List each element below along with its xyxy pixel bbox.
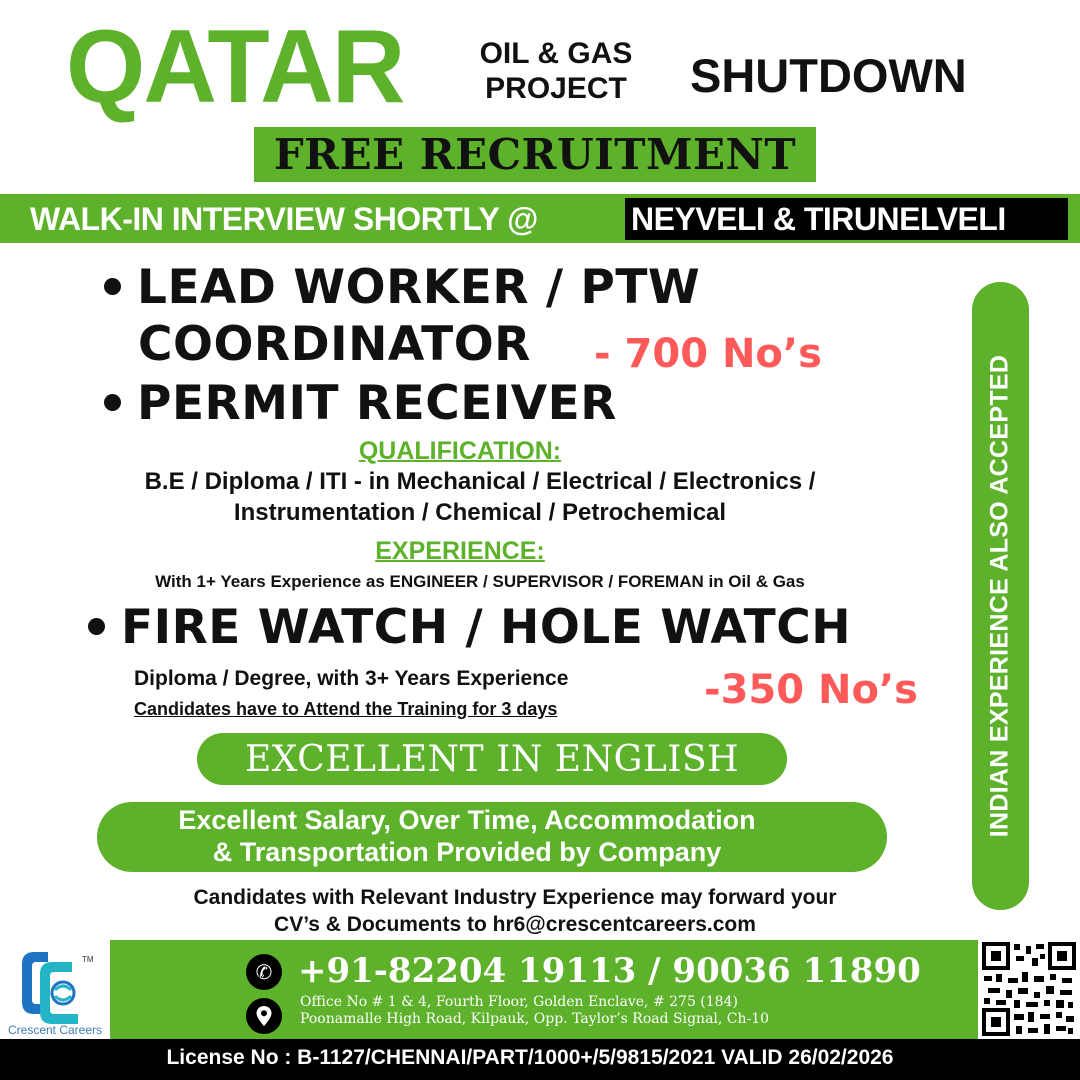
benefits-text	[97, 804, 837, 868]
side-banner-text: INDIAN EXPERIENCE ALSO ACCEPTED	[985, 354, 1014, 838]
job-title: FIRE WATCH / HOLE WATCH	[121, 600, 852, 655]
location-pin-icon	[246, 998, 282, 1034]
bullet-icon	[88, 618, 105, 635]
address-line-1: Office No # 1 & 4, Fourth Floor, Golden Enclave, # 275 (184)	[300, 994, 738, 1010]
job-title: PERMIT RECEIVER	[137, 376, 617, 431]
crescent-logo-icon	[0, 940, 110, 1039]
phone-icon: ✆	[246, 954, 282, 990]
benefits-line-2: & Transportation Provided by Company	[212, 837, 722, 867]
license-number: License No : B-1127/CHENNAI/PART/1000+/5/9815/2021 VALID 26/02/2026	[166, 1046, 894, 1069]
walkin-locations: NEYVELI & TIRUNELVELI	[625, 198, 1068, 240]
qr-code-icon	[978, 940, 1080, 1039]
fire-watch-requirement: Diploma / Degree, with 3+ Years Experience	[134, 667, 569, 690]
logo-name: Crescent Careers	[7, 1023, 103, 1037]
company-logo	[0, 940, 110, 1039]
qualification-line-1: B.E / Diploma / ITI - in Mechanical / Electrical / Electronics /	[144, 468, 816, 495]
job-lead-worker	[104, 260, 700, 316]
qualification-text	[0, 466, 960, 528]
qualification-line-2: Instrumentation / Chemical / Petrochemical	[233, 499, 727, 526]
job-count-350: -350 No’s	[704, 667, 918, 713]
shutdown-label: SHUTDOWN	[690, 49, 967, 102]
bullet-icon	[104, 278, 121, 295]
experience-heading: EXPERIENCE:	[375, 537, 545, 565]
walkin-text: WALK-IN INTERVIEW SHORTLY @	[30, 201, 538, 237]
free-recruitment-banner	[254, 127, 816, 182]
english-requirement-text: EXCELLENT IN ENGLISH	[244, 738, 740, 780]
project-line-2: PROJECT	[485, 72, 627, 105]
job-count-700: - 700 No’s	[594, 331, 822, 377]
job-fire-watch	[88, 600, 851, 656]
free-recruitment-text: FREE RECRUITMENT	[273, 130, 797, 179]
cv-forward-note	[120, 884, 910, 938]
job-permit-receiver	[104, 376, 617, 432]
qr-code[interactable]	[978, 940, 1080, 1039]
fire-watch-training-note: Candidates have to Attend the Training for 3 days	[134, 699, 558, 719]
phone-numbers[interactable]: +91-82204 19113 / 90036 11890	[298, 951, 921, 991]
qualification-heading: QUALIFICATION:	[358, 437, 562, 465]
svg-text:TM: TM	[82, 955, 94, 964]
english-requirement-pill	[197, 733, 787, 785]
project-line-1: OIL & GAS	[479, 37, 633, 70]
bullet-icon	[104, 394, 121, 411]
cv-note-line-1: Candidates with Relevant Industry Experience may forward your	[193, 886, 837, 909]
benefits-line-1: Excellent Salary, Over Time, Accommodation	[178, 805, 756, 835]
country-title: QATAR	[66, 9, 404, 125]
office-address	[300, 994, 769, 1028]
cv-note-line-2[interactable]: CV’s & Documents to hr6@crescentcareers.com	[274, 913, 756, 936]
job-title: LEAD WORKER / PTW	[137, 260, 701, 315]
job-lead-worker-line2: COORDINATOR	[138, 317, 531, 372]
address-line-2: Poonamalle High Road, Kilpauk, Opp. Taylor’s Road Signal, Ch-10	[300, 1011, 770, 1027]
project-type	[462, 36, 650, 106]
experience-text: With 1+ Years Experience as ENGINEER / SUPERVISOR / FOREMAN in Oil & Gas	[155, 572, 805, 591]
